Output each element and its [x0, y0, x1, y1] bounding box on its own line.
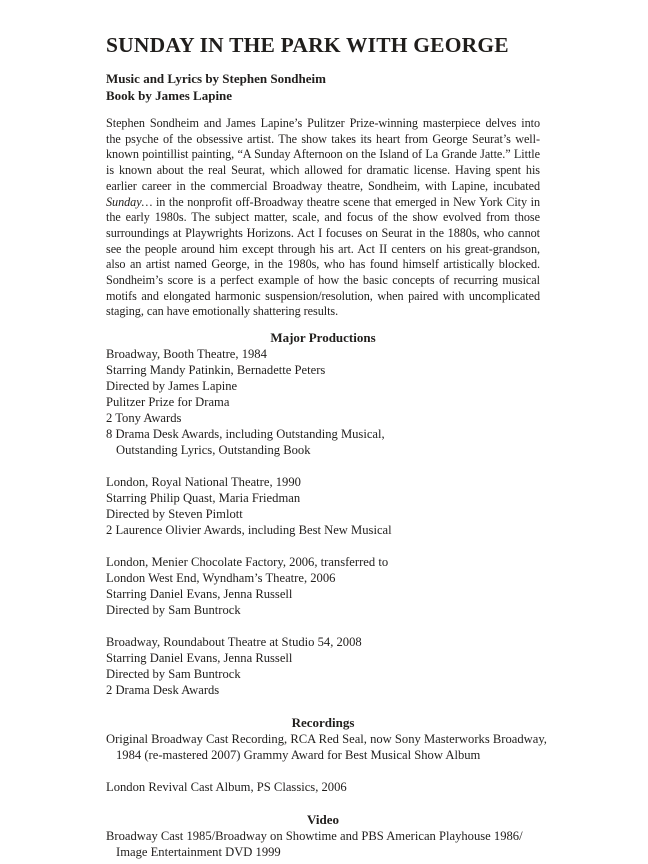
section-heading-major-productions: Major Productions — [270, 330, 376, 346]
production-line: Starring Daniel Evans, Jenna Russell — [106, 651, 293, 666]
production-entry-broadway-booth-1984 — [106, 346, 540, 458]
production-line: Directed by James Lapine — [106, 379, 238, 394]
video-line: Broadway Cast 1985/Broadway on Showtime and PBS American Playhouse 1986/ — [106, 829, 523, 844]
section-heading-video: Video — [306, 812, 340, 828]
recording-entry-london-revival — [106, 779, 540, 795]
recording-line: Original Broadway Cast Recording, RCA Red Seal, now Sony Masterworks Broadway, — [106, 732, 547, 747]
production-line: Pulitzer Prize for Drama — [106, 395, 230, 410]
synopsis-text-after-title: in the nonprofit off-Broadway theatre scene that emerged in New York City in the early 1980s. The subject matter, scale, and focus of the show evolved from those surroundings at Playwrights Horizons. Act I focuses on Seurat in the 1880s, who cannot see the people around him except through his art. Act II centers on his great-grandson, also an artist named George, in the 1980s, who has found himself artistically blocked. Sondheim’s score is a perfect example of how the basic concepts of recurring musical motifs and elongated harmonic suspension/resolution, when paired with uncomplicated staging, can have emotionally shattering results. — [106, 194, 540, 319]
production-entry-london-national-1990 — [106, 474, 540, 538]
credit-book: Book by James Lapine — [106, 88, 233, 103]
synopsis-paragraph — [106, 116, 540, 320]
synopsis-text-before-title: Stephen Sondheim and James Lapine’s Pulitzer Prize-winning masterpiece delves into the psyche of the obsessive artist. The show takes its heart from George Seurat’s well-known pointillist painting, “A Sunday Afternoon on the Island of La Grande Jatte.” Little is known about the real Seurat, which allowed for dramatic license. Having spent his earlier career in the commercial Broadway theatre, Sondheim, with Lapine, incubated — [106, 116, 540, 193]
production-line: Broadway, Booth Theatre, 1984 — [106, 347, 267, 362]
credit-music-and-lyrics: Music and Lyrics by Stephen Sondheim — [106, 71, 326, 86]
credits-block — [106, 70, 540, 104]
recording-line: London Revival Cast Album, PS Classics, 2006 — [106, 780, 347, 795]
production-line: 2 Laurence Olivier Awards, including Best New Musical — [106, 523, 392, 538]
production-line: Directed by Sam Buntrock — [106, 667, 241, 682]
section-heading-recordings: Recordings — [291, 715, 355, 731]
production-line: Starring Daniel Evans, Jenna Russell — [106, 587, 293, 602]
production-line: 2 Tony Awards — [106, 411, 182, 426]
production-entry-broadway-studio54-2008 — [106, 634, 540, 698]
production-line-continuation: Outstanding Lyrics, Outstanding Book — [116, 443, 311, 458]
production-line: Directed by Steven Pimlott — [106, 507, 243, 522]
page-content — [106, 33, 547, 860]
production-line: Starring Mandy Patinkin, Bernadette Peters — [106, 363, 326, 378]
production-line: London West End, Wyndham’s Theatre, 2006 — [106, 571, 336, 586]
video-line-continuation: Image Entertainment DVD 1999 — [116, 845, 281, 860]
production-line: London, Menier Chocolate Factory, 2006, transferred to — [106, 555, 389, 570]
recording-line-continuation: 1984 (re-mastered 2007) Grammy Award for Best Musical Show Album — [116, 748, 481, 763]
production-line: Starring Philip Quast, Maria Friedman — [106, 491, 301, 506]
production-line: 8 Drama Desk Awards, including Outstanding Musical, — [106, 427, 385, 442]
production-line: 2 Drama Desk Awards — [106, 683, 220, 698]
production-line: London, Royal National Theatre, 1990 — [106, 475, 301, 490]
video-entry — [106, 828, 540, 860]
production-line: Broadway, Roundabout Theatre at Studio 54, 2008 — [106, 635, 362, 650]
production-line: Directed by Sam Buntrock — [106, 603, 241, 618]
production-entry-london-menier-2006 — [106, 554, 540, 618]
show-title-italic: Sunday… — [106, 194, 153, 209]
recording-entry-original-broadway-cast — [106, 731, 547, 763]
page-title: SUNDAY IN THE PARK WITH GEORGE — [106, 33, 509, 57]
